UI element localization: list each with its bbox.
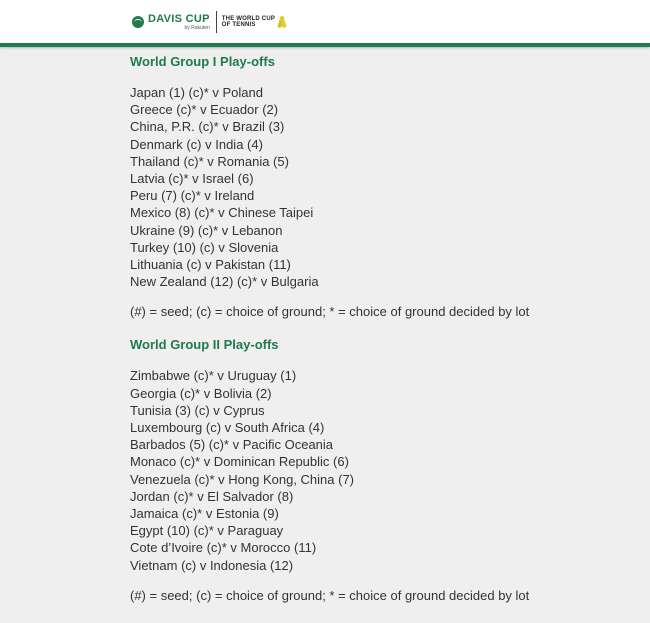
match-item: Thailand (c)* v Romania (5)	[130, 153, 289, 169]
logo-sponsor-text: by Rakuten	[184, 24, 210, 31]
logo-primary-text: DAVIS CUP	[148, 12, 210, 25]
logo-tagline	[222, 16, 275, 28]
match-item: Luxembourg (c) v South Africa (4)	[130, 420, 325, 436]
match-item: Japan (1) (c)* v Poland	[130, 85, 263, 100]
legend-text: (#) = seed; (c) = choice of ground; * = choice of ground decided by lot	[130, 304, 530, 320]
match-item: Barbados (5) (c)* v Pacific Oceania	[130, 437, 334, 453]
match-item: Peru (7) (c)* v Ireland	[130, 188, 255, 204]
match-list	[130, 84, 610, 290]
logo-divider	[216, 11, 217, 33]
match-item: Ukraine (9) (c)* v Lebanon	[130, 222, 283, 238]
match-item: Greece (c)* v Ecuador (2)	[130, 102, 279, 118]
match-item: Cote d’Ivoire (c)* v Morocco (11)	[130, 540, 317, 556]
match-item: Tunisia (3) (c) v Cyprus	[130, 402, 265, 418]
match-item: China, P.R. (c)* v Brazil (3)	[130, 119, 285, 135]
match-item: Zimbabwe (c)* v Uruguay (1)	[130, 368, 297, 384]
header-accent-bar	[0, 43, 650, 47]
ribbon-icon	[279, 16, 285, 28]
match-item: Jordan (c)* v El Salvador (8)	[130, 488, 294, 504]
match-item: Lithuania (c) v Pakistan (11)	[130, 257, 291, 273]
site-header	[0, 0, 650, 44]
match-item: New Zealand (12) (c)* v Bulgaria	[130, 274, 319, 290]
match-item: Monaco (c)* v Dominican Republic (6)	[130, 454, 349, 470]
match-item: Venezuela (c)* v Hong Kong, China (7)	[130, 471, 355, 487]
match-item: Georgia (c)* v Bolivia (2)	[130, 385, 272, 401]
logo-tagline-line2: OF TENNIS	[221, 22, 256, 28]
world-group-2-section	[130, 337, 610, 603]
logo-wordmark	[148, 14, 210, 31]
match-list	[130, 367, 610, 573]
world-group-1-section	[130, 54, 610, 320]
match-item: Latvia (c)* v Israel (6)	[130, 171, 254, 187]
main-content	[130, 54, 610, 604]
match-item: Egypt (10) (c)* v Paraguay	[130, 523, 284, 539]
section-title: World Group II Play-offs	[130, 337, 279, 353]
section-title: World Group I Play-offs	[130, 54, 275, 69]
match-item: Vietnam (c) v Indonesia (12)	[130, 557, 294, 573]
logo-tagline-line1: THE WORLD CUP	[221, 16, 276, 22]
davis-cup-logo[interactable]	[132, 10, 285, 34]
tennis-ball-icon	[132, 16, 144, 28]
legend-text: (#) = seed; (c) = choice of ground; * = choice of ground decided by lot	[130, 587, 530, 603]
match-item: Jamaica (c)* v Estonia (9)	[130, 506, 279, 522]
match-item: Turkey (10) (c) v Slovenia	[130, 239, 279, 255]
match-item: Mexico (8) (c)* v Chinese Taipei	[130, 205, 314, 221]
match-item: Denmark (c) v India (4)	[130, 136, 263, 152]
